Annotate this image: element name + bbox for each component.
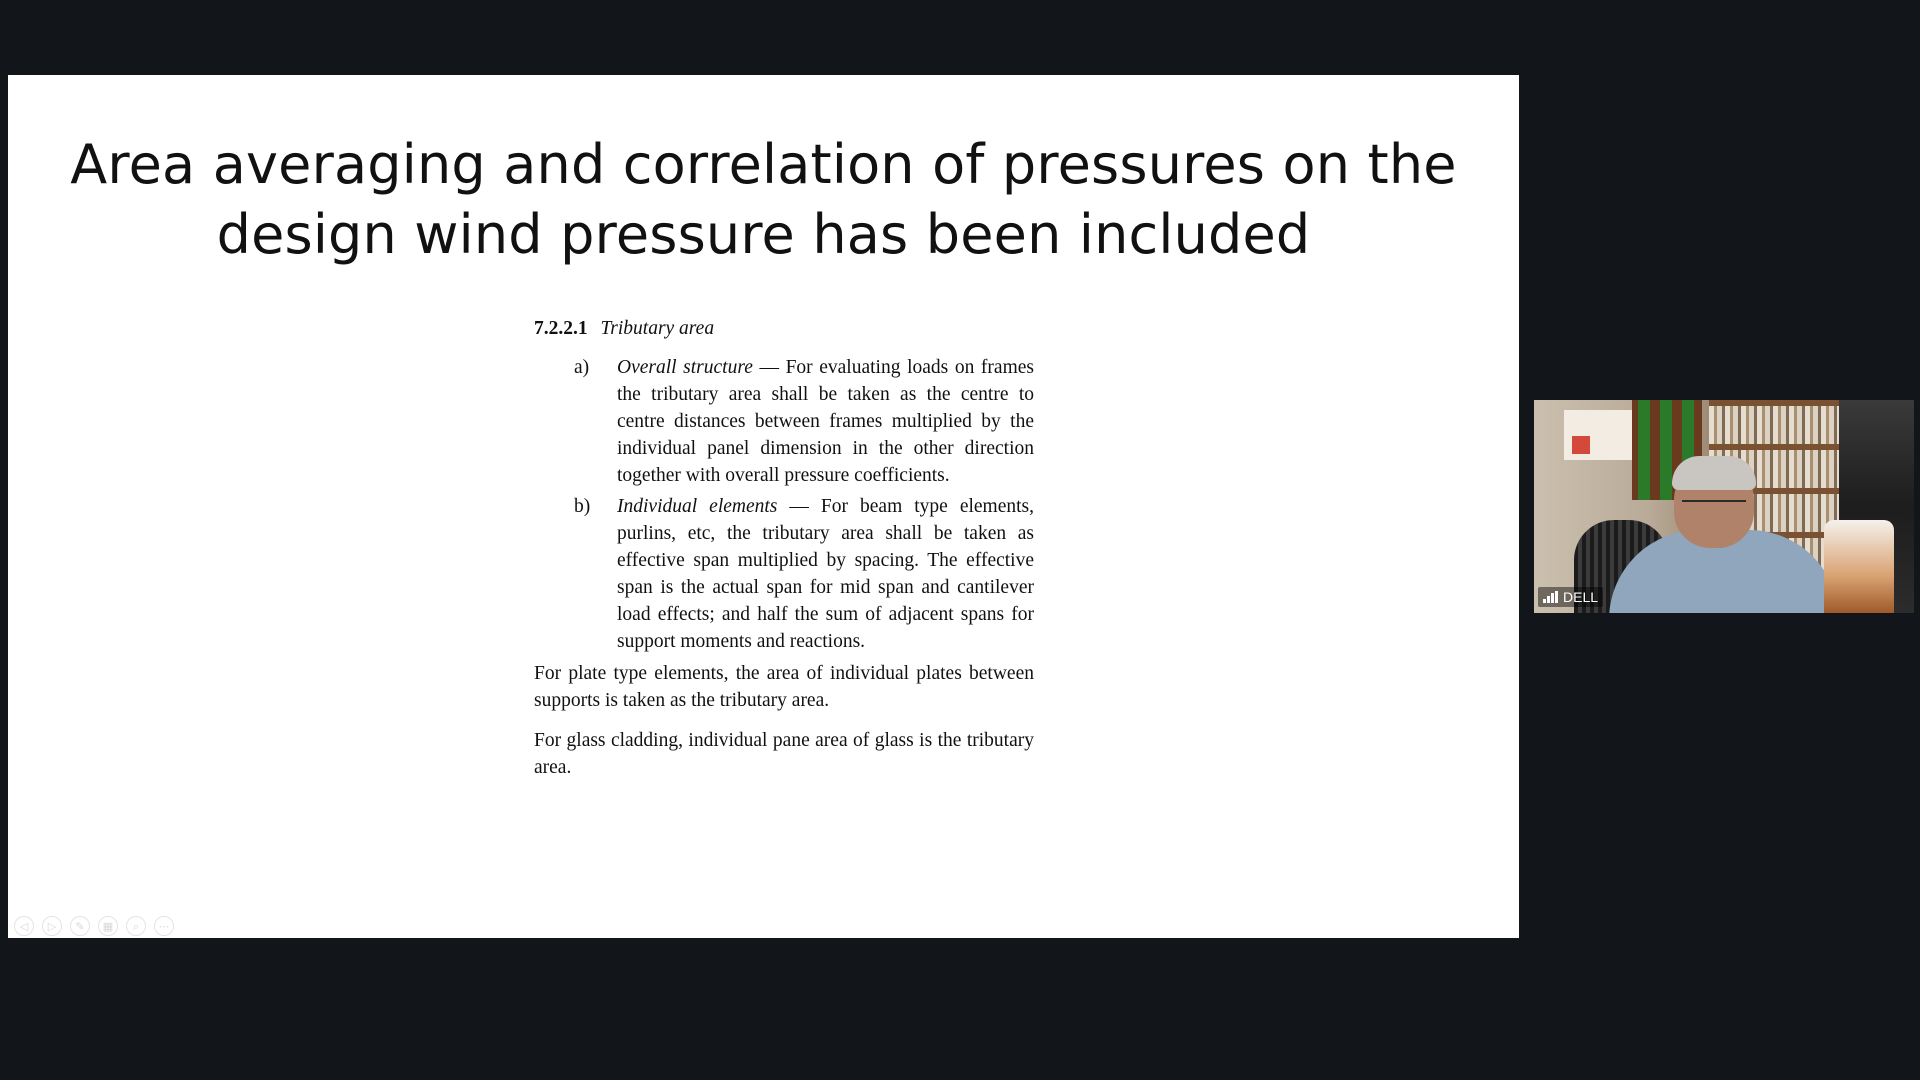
participant-name: DELL [1563,589,1599,605]
section-title: Tributary area [600,318,715,339]
section-heading [534,315,1034,342]
participant-video-tile[interactable] [1534,400,1914,613]
item-dash: — [752,357,786,378]
previous-icon[interactable]: ◁ [14,916,34,936]
list-marker: b) [574,496,591,517]
code-excerpt [534,315,1034,794]
item-text: For beam type elements, purlins, etc, the tributary area shall be taken as effective span multiplied by spacing. The effective span is the actual span for mid span and cantilever load effects; and half the sum of adjacent spans for support moments and reactions. [617,496,1035,652]
item-lead: Overall structure [617,357,753,378]
item-lead: Individual elements [617,496,778,517]
slide-title [8,130,1519,270]
plate-elements-paragraph: For plate type elements, the area of individual plates between supports is taken as the tributary area. [534,663,1034,711]
list-item-overall-structure [534,354,1034,489]
slide-title-line-2: design wind pressure has been included [216,203,1311,266]
signal-strength-icon [1543,591,1558,603]
list-marker: a) [574,357,590,378]
item-text: For evaluating loads on frames the tributary area shall be taken as the centre to centre distances between frames multiplied by the individual panel dimension in the other direction together with overall pressure coefficients. [617,357,1034,486]
next-icon[interactable]: ▷ [42,916,62,936]
glass-cladding-paragraph: For glass cladding, individual pane area of glass is the tributary area. [534,730,1034,778]
participant-hair [1672,456,1756,490]
zoom-icon[interactable]: ⌕ [126,916,146,936]
list-item-individual-elements [534,493,1034,655]
more-icon[interactable]: ⋯ [154,916,174,936]
slides-grid-icon[interactable]: ▦ [98,916,118,936]
participant-label [1538,587,1603,607]
desk-items [1824,520,1894,613]
wall-poster [1564,410,1634,460]
presentation-slide [8,75,1519,938]
pen-icon[interactable]: ✎ [70,916,90,936]
item-dash: — [777,496,821,517]
participant-glasses [1682,500,1746,514]
slide-title-line-1: Area averaging and correlation of pressures on the [70,133,1457,196]
section-number: 7.2.2.1 [534,318,588,339]
slideshow-toolbar [14,916,174,936]
